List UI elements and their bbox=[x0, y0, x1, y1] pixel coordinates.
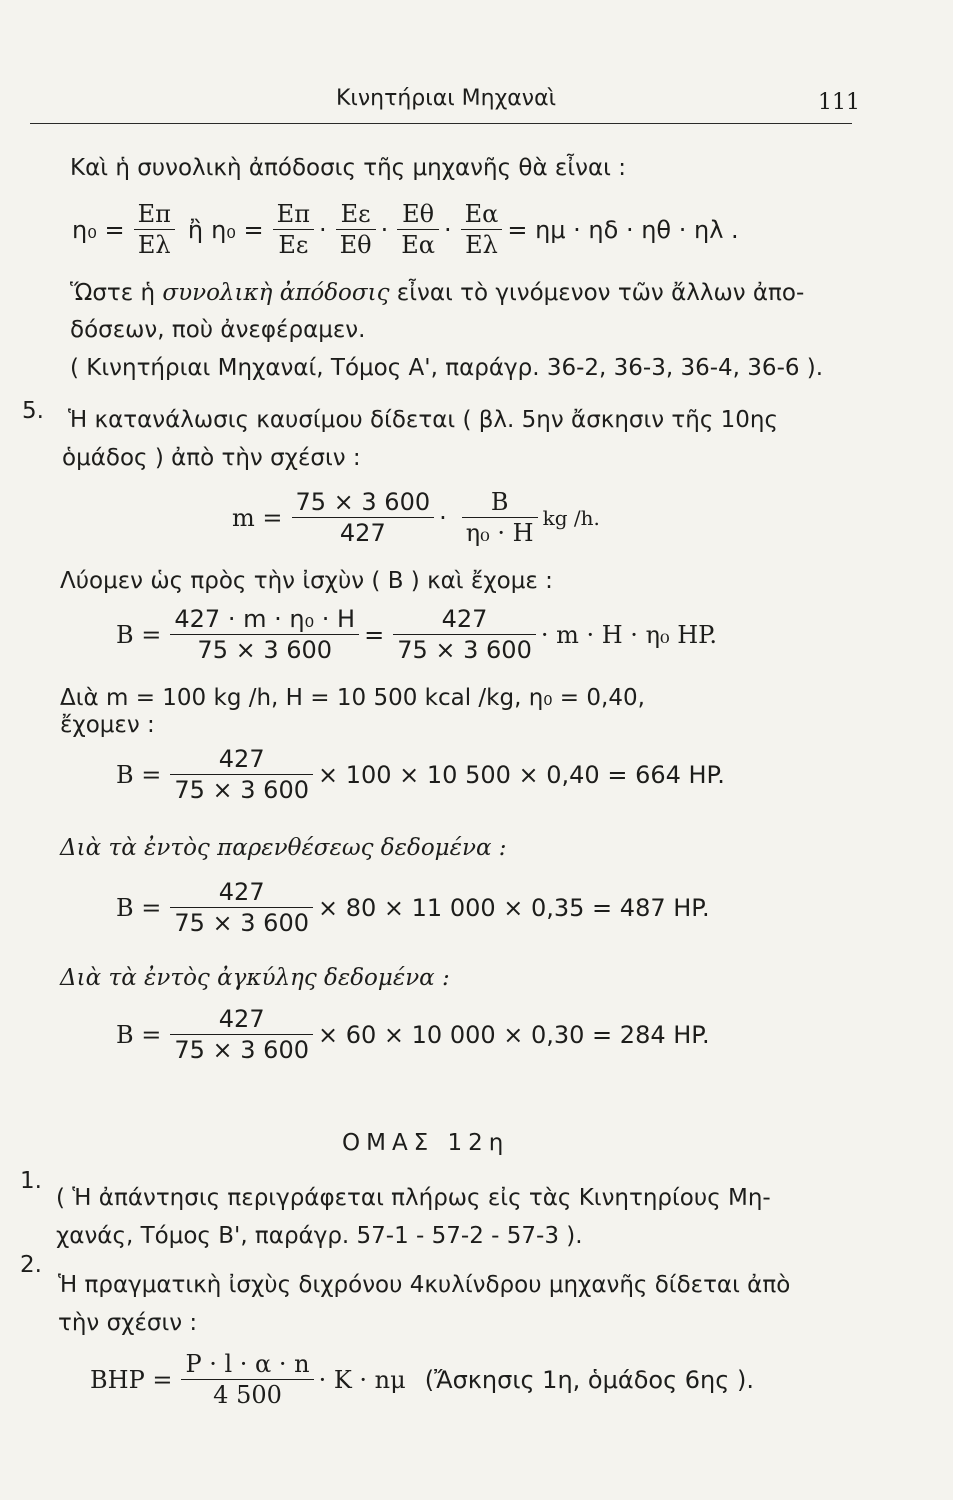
eq3-f1-numerator: 427 · m · η₀ · H bbox=[174, 605, 356, 633]
eq7-denominator: 4 500 bbox=[181, 1379, 313, 1409]
eq4-lhs: B = bbox=[116, 760, 162, 789]
hence-text-c: εἶναι τὸ γινόμενον τῶν ἄλλων ἀπο- bbox=[389, 280, 805, 306]
item-5-line-1: Ἡ κατανάλωσις καυσίμου δίδεται ( βλ. 5ην ἄσκησιν τῆς 10ης bbox=[68, 407, 779, 433]
eq5-rhs: × 80 × 11 000 × 0,35 = 487 HP. bbox=[318, 893, 710, 922]
hence-line-1 bbox=[70, 280, 804, 306]
eq1-f5-numerator: Eα bbox=[464, 200, 499, 228]
eq1-or: ἢ bbox=[187, 215, 204, 244]
eq1-f1-denominator: Eλ bbox=[134, 229, 175, 259]
eq1-f1-numerator: Eπ bbox=[137, 200, 171, 228]
equation-result-parenthesis bbox=[116, 878, 715, 937]
eq2-f2-denominator: η₀ · H bbox=[462, 517, 538, 547]
eq3-f2-denominator: 75 × 3 600 bbox=[393, 634, 536, 664]
eq5-lhs: B = bbox=[116, 893, 162, 922]
eq1-fraction-4 bbox=[397, 200, 439, 259]
eq7-rhs: · K · nμ bbox=[318, 1365, 406, 1394]
eq4-denominator: 75 × 3 600 bbox=[170, 774, 313, 804]
eq5-fraction bbox=[170, 878, 313, 937]
intro-line: Καὶ ἡ συνολικὴ ἀπόδοσις τῆς μηχανῆς θὰ εἶναι : bbox=[70, 155, 626, 181]
eq5-numerator: 427 bbox=[218, 878, 265, 906]
eq1-f2-denominator: Eε bbox=[273, 229, 314, 259]
eq2-unit: kg /h. bbox=[542, 505, 600, 530]
solve-line: Λύομεν ὡς πρὸς τὴν ἰσχὺν ( B ) καὶ ἔχομε : bbox=[60, 568, 553, 594]
equation-fuel-consumption bbox=[232, 488, 605, 547]
eq1-f4-denominator: Eα bbox=[397, 229, 439, 259]
eq1-fraction-3 bbox=[336, 200, 376, 259]
eq6-fraction bbox=[170, 1005, 313, 1064]
eq1-rhs: = ημ · ηδ · ηθ · ηλ . bbox=[507, 215, 739, 244]
hence-emphasis: συνολικὴ ἀπόδοσις bbox=[162, 280, 390, 306]
eq1-f5-denominator: Eλ bbox=[461, 229, 503, 259]
page-number: 111 bbox=[818, 90, 860, 115]
item-5-marker: 5. bbox=[22, 398, 44, 424]
eq3-f2-numerator: 427 bbox=[441, 605, 488, 633]
eq3-equals: = bbox=[364, 620, 385, 649]
equation-result-bracket bbox=[116, 1005, 715, 1064]
eq1-f3-denominator: Eθ bbox=[336, 229, 376, 259]
question-2-line-1: Ἡ πραγματικὴ ἰσχὺς διχρόνου 4κυλίνδρου μηχανῆς δίδεται ἀπὸ bbox=[58, 1272, 791, 1298]
eq3-fraction-2 bbox=[393, 605, 536, 664]
given-values-line: Διὰ m = 100 kg /h, H = 10 500 kcal /kg, η₀ = 0,40, bbox=[60, 685, 645, 711]
eq6-denominator: 75 × 3 600 bbox=[170, 1034, 313, 1064]
have-line: ἔχομεν : bbox=[60, 712, 155, 738]
item-5-line-2: ὁμάδος ) ἀπὸ τὴν σχέσιν : bbox=[62, 445, 361, 471]
eq2-lhs: m = bbox=[232, 503, 283, 532]
eq1-dot-3: · bbox=[443, 215, 452, 244]
question-1-line-1: ( Ἡ ἀπάντησις περιγράφεται πλήρως εἰς τὰς Κινητηρίους Μη- bbox=[56, 1185, 771, 1211]
eq2-f1-numerator: 75 × 3 600 bbox=[295, 488, 431, 516]
equation-result-main bbox=[116, 745, 730, 804]
eq5-denominator: 75 × 3 600 bbox=[170, 907, 313, 937]
eq7-fraction bbox=[181, 1350, 313, 1409]
eq1-fraction-5 bbox=[461, 200, 503, 259]
reference-line: ( Κινητήριαι Μηχαναί, Τόμος Α', παράγρ. 36-2, 36-3, 36-4, 36-6 ). bbox=[70, 355, 824, 381]
eq4-rhs: × 100 × 10 500 × 0,40 = 664 HP. bbox=[318, 760, 725, 789]
parenthesis-data-line: Διὰ τὰ ἐντὸς παρενθέσεως δεδομένα : bbox=[60, 835, 507, 861]
eq1-f4-numerator: Eθ bbox=[402, 200, 435, 228]
eq1-f2-numerator: Eπ bbox=[276, 200, 310, 228]
eq1-lhs: η₀ = bbox=[72, 215, 125, 244]
equation-power bbox=[116, 605, 722, 664]
eq1-fraction-1 bbox=[134, 200, 175, 259]
eq7-note: (Ἄσκησις 1η, ὁμάδος 6ης ). bbox=[424, 1365, 754, 1394]
eq3-fraction-1 bbox=[170, 605, 359, 664]
question-1-marker: 1. bbox=[20, 1168, 42, 1194]
bracket-data-line: Διὰ τὰ ἐντὸς ἀγκύλης δεδομένα : bbox=[60, 965, 450, 991]
eq3-f1-denominator: 75 × 3 600 bbox=[170, 634, 359, 664]
header-rule bbox=[30, 123, 852, 124]
eq2-dot: · bbox=[439, 503, 447, 532]
running-header: Κινητήριαι Μηχαναὶ bbox=[336, 86, 557, 111]
eq1-lhs-2: η₀ = bbox=[211, 215, 264, 244]
eq7-lhs: BHP = bbox=[90, 1365, 173, 1394]
eq7-numerator: P · l · α · n bbox=[185, 1350, 310, 1378]
equation-efficiency bbox=[72, 200, 744, 259]
question-2-marker: 2. bbox=[20, 1252, 42, 1278]
eq2-fraction-1 bbox=[292, 488, 435, 547]
eq6-numerator: 427 bbox=[218, 1005, 265, 1033]
eq6-lhs: B = bbox=[116, 1020, 162, 1049]
eq2-f2-numerator: B bbox=[490, 488, 509, 516]
eq2-fraction-2 bbox=[462, 488, 538, 547]
question-1-line-2: χανάς, Τόμος Β', παράγρ. 57-1 - 57-2 - 57-3 ). bbox=[56, 1223, 583, 1249]
eq4-numerator: 427 bbox=[218, 745, 265, 773]
eq1-fraction-2 bbox=[273, 200, 314, 259]
eq3-rhs: · m · H · η₀ HP. bbox=[540, 620, 718, 649]
section-heading: ΟΜΑΣ 12η bbox=[342, 1130, 510, 1156]
eq4-fraction bbox=[170, 745, 313, 804]
hence-text-a: Ὥστε ἡ bbox=[70, 280, 163, 306]
eq3-lhs: B = bbox=[116, 620, 162, 649]
eq2-f1-denominator: 427 bbox=[292, 517, 435, 547]
eq6-rhs: × 60 × 10 000 × 0,30 = 284 HP. bbox=[318, 1020, 710, 1049]
eq1-dot-2: · bbox=[380, 215, 389, 244]
hence-line-2: δόσεων, ποὺ ἀνεφέραμεν. bbox=[70, 317, 366, 343]
equation-bhp bbox=[90, 1350, 759, 1409]
eq1-f3-numerator: Eε bbox=[340, 200, 371, 228]
eq1-dot-1: · bbox=[318, 215, 327, 244]
question-2-line-2: τὴν σχέσιν : bbox=[58, 1310, 198, 1336]
